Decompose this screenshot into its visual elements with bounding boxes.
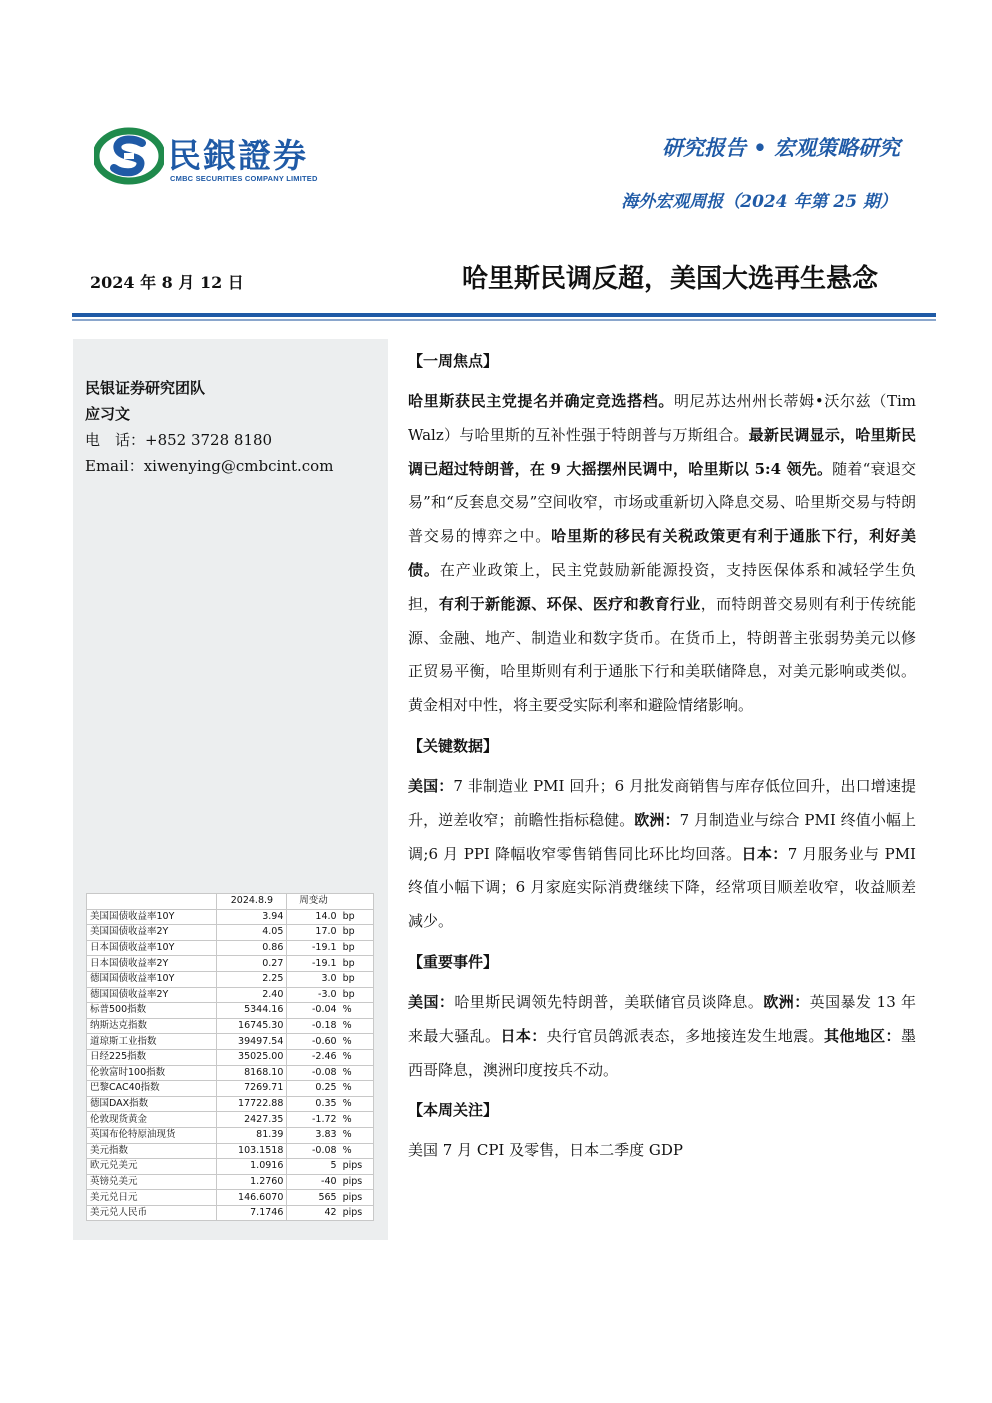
table-cell-change: -19.1 [287,940,340,956]
table-cell-name: 日本国债收益率2Y [87,956,217,972]
table-cell-value: 7269.71 [217,1081,287,1097]
table-cell-change: 5 [287,1159,340,1175]
table-cell-change: 17.0 [287,925,340,941]
events-other-text: 墨西哥降息，澳洲印度按兵不动。 [408,1026,916,1079]
section-heading-focus: 【一周焦点】 [408,352,499,370]
focus-text-1: 明尼苏达州州长蒂姆•沃尔兹（Tim Walz）与哈里斯的互补性强于特朗普与万斯组合。 [408,392,916,444]
table-cell-name: 巴黎CAC40指数 [87,1081,217,1097]
table-cell-value: 2427.35 [217,1112,287,1128]
table-row [87,956,374,972]
table-cell-unit: % [340,1003,374,1019]
table-cell-change: -0.04 [287,1003,340,1019]
table-header: 2024.8.9 [217,894,287,910]
table-cell-change: 0.35 [287,1096,340,1112]
focus-bold-4: 有利于新能源、环保、医疗和教育行业 [438,594,701,613]
key-data-us-text: 7 非制造业 PMI 回升；6 月批发商销售与库存低位回升，出口增速提升，逆差收窄；前瞻性指标稳健。 [408,776,916,829]
events-jp-text: 央行官员鸽派表态，多地接连发生地震。 [546,1026,824,1045]
key-data-eu-label: 欧洲： [634,810,680,829]
table-cell-change: 565 [287,1190,340,1206]
table-cell-name: 美国国债收益率10Y [87,909,217,925]
table-cell-name: 欧元兑美元 [87,1159,217,1175]
main-content [408,350,916,1180]
table-cell-name: 德国国债收益率10Y [87,971,217,987]
header-rule [72,313,936,317]
table-cell-change: -3.0 [287,987,340,1003]
table-row [87,971,374,987]
report-title: 哈里斯民调反超，美国大选再生悬念 [461,264,878,294]
analyst-name: 应习文 [85,405,131,423]
table-cell-change: -40 [287,1174,340,1190]
table-row [87,1143,374,1159]
key-data-us-label: 美国： [408,776,454,795]
company-logo [94,126,344,188]
table-cell-change: 14.0 [287,909,340,925]
table-cell-unit: % [340,1065,374,1081]
table-header [87,894,217,910]
focus-text-2: 随着“衰退交易”和“反套息交易”空间收窄，市场或重新切入降息交易、哈里斯交易与特朗普交易的博弈之中。 [408,459,916,546]
table-cell-unit: % [340,1096,374,1112]
focus-bold-3: 哈里斯的移民有关税政策更有利于通胀下行，利好美债。 [408,527,916,579]
table-cell-value: 35025.00 [217,1049,287,1065]
table-cell-value: 5344.16 [217,1003,287,1019]
table-cell-value: 2.40 [217,987,287,1003]
table-cell-name: 标普500指数 [87,1003,217,1019]
table-cell-name: 美元兑人民币 [87,1205,217,1221]
table-cell-unit: pips [340,1205,374,1221]
table-cell-name: 美国国债收益率2Y [87,925,217,941]
table-header [340,894,374,910]
analyst-email[interactable]: Email：xiwenying@cmbcint.com [85,457,334,475]
table-cell-unit: % [340,1112,374,1128]
events-eu-text: 英国暴发 13 年来最大骚乱。 [408,992,916,1045]
table-cell-unit: pips [340,1174,374,1190]
focus-bold-1: 哈里斯获民主党提名并确定竞选搭档。 [408,392,675,410]
table-cell-name: 道琼斯工业指数 [87,1034,217,1050]
table-cell-name: 伦敦富时100指数 [87,1065,217,1081]
table-row [87,1174,374,1190]
focus-bold-2: 最新民调显示，哈里斯民调已超过特朗普，在 9 大摇摆州民调中，哈里斯以 5:4 领先。 [408,425,916,478]
table-row [87,940,374,956]
key-data-jp-label: 日本： [741,844,788,863]
key-data-jp-text: 7 月服务业与 PMI 终值小幅下调；6 月家庭实际消费继续下降，经常项目顺差收窄，收益顺差减少。 [408,844,916,931]
table-cell-value: 8168.10 [217,1065,287,1081]
table-cell-value: 146.6070 [217,1190,287,1206]
header-rule-thin [72,319,936,321]
table-row [87,909,374,925]
focus-text-4: ，而特朗普交易则有利于传统能源、金融、地产、制造业和数字货币。在货币上，特朗普主张弱势美元以修正贸易平衡，哈里斯则有利于通胀下行和美联储降息，对美元影响或类似。黄金相对中性，将主要受实际利率和避险情绪影响。 [408,594,916,715]
table-cell-name: 英镑兑美元 [87,1174,217,1190]
table-cell-value: 1.0916 [217,1159,287,1175]
table-cell-value: 7.1746 [217,1205,287,1221]
table-row [87,1081,374,1097]
table-row [87,1065,374,1081]
table-cell-name: 德国国债收益率2Y [87,987,217,1003]
table-header: 周变动 [287,894,340,910]
table-cell-name: 纳斯达克指数 [87,1018,217,1034]
table-cell-change: 0.25 [287,1081,340,1097]
table-cell-unit: bp [340,909,374,925]
table-cell-change: 42 [287,1205,340,1221]
table-cell-unit: bp [340,940,374,956]
analyst-phone: 电 话：+852 3728 8180 [85,431,273,449]
table-cell-name: 伦敦现货黄金 [87,1112,217,1128]
table-cell-unit: pips [340,1159,374,1175]
table-row [87,925,374,941]
table-cell-value: 2.25 [217,971,287,987]
table-cell-value: 39497.54 [217,1034,287,1050]
market-data-table [86,893,374,1221]
key-data-paragraph [408,770,916,939]
table-cell-unit: % [340,1081,374,1097]
table-cell-unit: bp [340,956,374,972]
table-cell-unit: bp [340,925,374,941]
table-row [87,1205,374,1221]
table-cell-unit: % [340,1049,374,1065]
section-heading-watch: 【本周关注】 [408,1101,499,1120]
table-cell-name: 美元兑日元 [87,1190,217,1206]
logo-english-name: CMBC SECURITIES COMPANY LIMITED [170,174,318,183]
table-cell-unit: % [340,1018,374,1034]
section-heading-key-data: 【关键数据】 [408,736,499,755]
section-heading-events: 【重要事件】 [408,952,499,971]
cmbc-s-logo-icon [94,126,164,186]
table-cell-change: 3.83 [287,1127,340,1143]
logo-chinese-name: 民銀證券 [168,136,308,175]
table-row [87,987,374,1003]
events-other-label: 其他地区： [823,1026,901,1045]
table-cell-name: 日本国债收益率10Y [87,940,217,956]
table-row [87,1190,374,1206]
events-us-text: 哈里斯民调领先特朗普，美联储官员谈降息。 [454,992,764,1011]
focus-paragraph [408,385,916,723]
table-row [87,1018,374,1034]
table-row [87,1159,374,1175]
table-cell-name: 德国DAX指数 [87,1096,217,1112]
table-row [87,1096,374,1112]
table-cell-change: -0.08 [287,1065,340,1081]
events-us-label: 美国： [408,992,455,1011]
table-cell-name: 英国布伦特原油现货 [87,1127,217,1143]
table-cell-change: -19.1 [287,956,340,972]
key-data-eu-text: 7 月制造业与综合 PMI 终值小幅上调;6 月 PPI 降幅收窄零售销售同比环比均回落。 [408,810,916,863]
report-type: 研究报告 • 宏观策略研究 [661,135,900,160]
table-cell-change: 3.0 [287,971,340,987]
table-cell-unit: pips [340,1190,374,1206]
table-cell-change: -1.72 [287,1112,340,1128]
table-cell-unit: bp [340,987,374,1003]
table-cell-name: 美元指数 [87,1143,217,1159]
table-row [87,1003,374,1019]
table-cell-name: 日经225指数 [87,1049,217,1065]
table-cell-value: 0.86 [217,940,287,956]
events-jp-label: 日本： [500,1026,547,1045]
table-cell-value: 81.39 [217,1127,287,1143]
table-row [87,1112,374,1128]
table-cell-value: 17722.88 [217,1096,287,1112]
table-cell-unit: % [340,1143,374,1159]
table-row [87,1127,374,1143]
report-series: 海外宏观周报（2024 年第 25 期） [621,192,897,212]
table-cell-value: 16745.30 [217,1018,287,1034]
table-cell-value: 4.05 [217,925,287,941]
focus-text-3: 在产业政策上，民主党鼓励新能源投资，支持医保体系和减轻学生负担， [408,560,916,613]
table-cell-change: -0.08 [287,1143,340,1159]
table-cell-change: -0.60 [287,1034,340,1050]
table-cell-value: 0.27 [217,956,287,972]
events-eu-label: 欧洲： [763,992,810,1011]
table-cell-value: 3.94 [217,909,287,925]
table-row [87,1049,374,1065]
table-cell-change: -2.46 [287,1049,340,1065]
table-row [87,1034,374,1050]
table-cell-value: 1.2760 [217,1174,287,1190]
table-cell-unit: bp [340,971,374,987]
table-cell-unit: % [340,1034,374,1050]
table-cell-change: -0.18 [287,1018,340,1034]
watch-paragraph: 美国 7 月 CPI 及零售，日本二季度 GDP [408,1141,683,1160]
research-team: 民银证券研究团队 [85,379,206,397]
events-paragraph [408,986,916,1087]
table-header-row [87,894,374,910]
table-cell-unit: % [340,1127,374,1143]
report-date: 2024 年 8 月 12 日 [90,273,244,292]
table-cell-value: 103.1518 [217,1143,287,1159]
